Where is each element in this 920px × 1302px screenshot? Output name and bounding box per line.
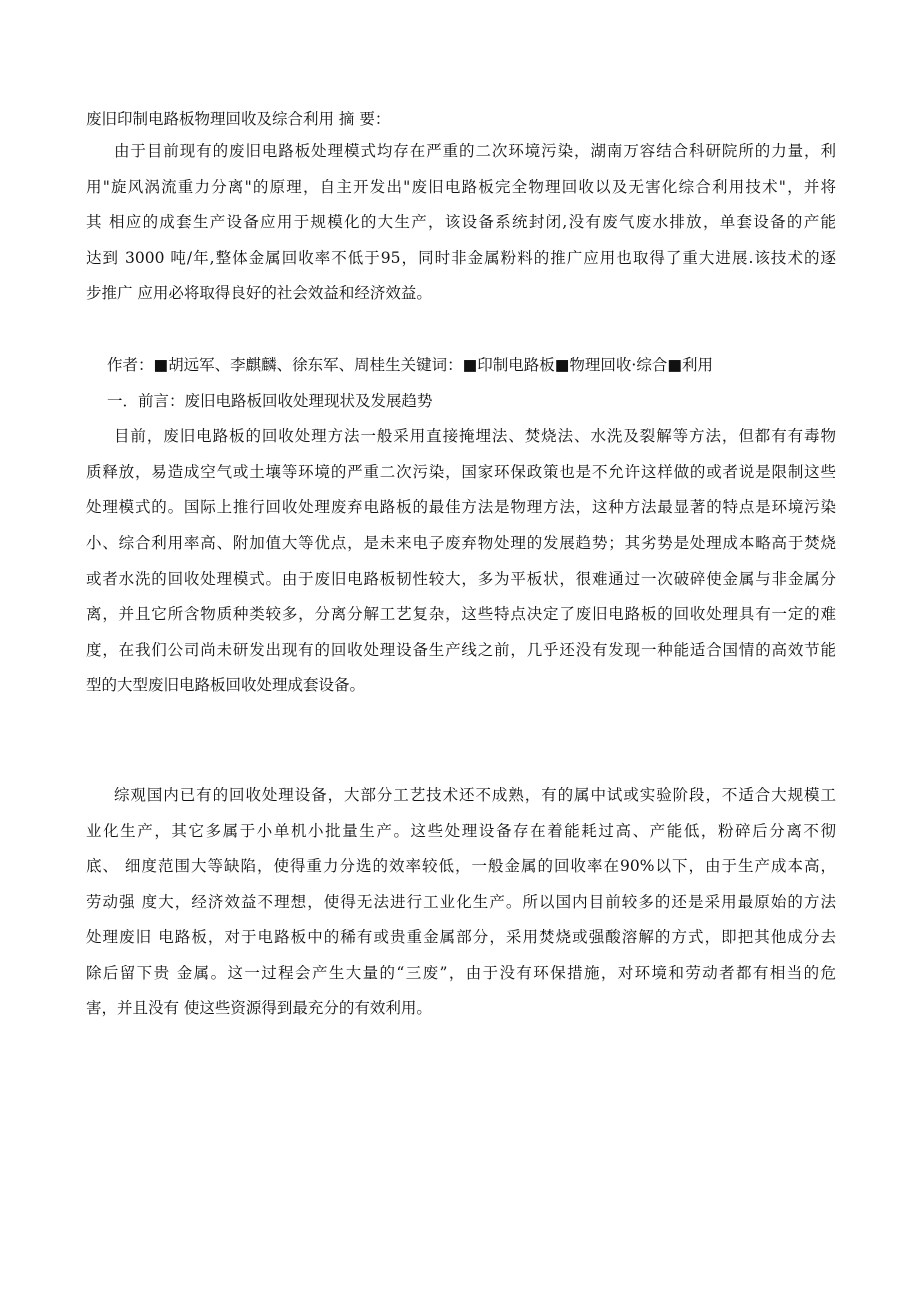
paragraph-line: 处理模式的。国际上推行回收处理废弃电路板的最佳方法是物理方法，这种方法最显著的特点是环境污染 <box>86 498 836 517</box>
section-heading: 一．前言：废旧电路板回收处理现状及发展趋势 <box>107 391 433 410</box>
spacer <box>86 704 836 778</box>
paragraph-current-status <box>86 419 836 704</box>
paragraph-line: 综观国内已有的回收处理设备，大部分工艺技术还不成熟，有的属中试或实验阶段，不适合大规模工 <box>114 785 836 804</box>
document-title: 废旧印制电路板物理回收及综合利用 摘 要： <box>86 110 391 128</box>
paragraph-line: 底、 细度范围大等缺陷，使得重力分选的效率较低，一般金属的回收率在90%以下，由于生产成本高， <box>86 857 836 876</box>
spacer <box>86 312 836 348</box>
paragraph-line: 质释放，易造成空气或土壤等环境的严重二次污染，国家环保政策也是不允许这样做的或者说是限制这些 <box>86 462 836 481</box>
abstract-line: 由于目前现有的废旧电路板处理模式均存在严重的二次环境污染，湖南万容结合科研院所的力量，利 <box>114 142 836 160</box>
paragraph-line: 目前，废旧电路板的回收处理方法一般采用直接掩埋法、焚烧法、水洗及裂解等方法，但都有有毒物 <box>114 427 836 446</box>
abstract-line: 其 相应的成套生产设备应用于规模化的大生产，该设备系统封闭,没有废气废水排放，单套设备的产能 <box>86 213 836 232</box>
paragraph-line: 度，在我们公司尚未研发出现有的回收处理设备生产线之前，几乎还没有发现一种能适合国情的高效节能 <box>86 640 836 659</box>
paragraph-line: 型的大型废旧电路板回收处理成套设备。 <box>86 676 366 695</box>
paragraph-line: 除后留下贵 金属。这一过程会产生大量的“三废”，由于没有环保措施，对环境和劳动者都有相当的危 <box>86 963 836 982</box>
paragraph-line: 离，并且它所含物质种类较多，分离分解工艺复杂，这些特点决定了废旧电路板的回收处理具有一定的难 <box>86 605 836 624</box>
paragraph-domestic-equipment <box>86 778 836 1027</box>
document-page <box>86 104 836 1027</box>
paragraph-line: 劳动强 度大，经济效益不理想，使得无法进行工业化生产。所以国内目前较多的还是采用最原始的方法 <box>86 892 836 911</box>
paragraph-line: 或者水洗的回收处理模式。由于废旧电路板韧性较大，多为平板状，很难通过一次破碎使金属与非金属分 <box>86 569 836 588</box>
paragraph-line: 处理废旧 电路板，对于电路板中的稀有或贵重金属部分，采用焚烧或强酸溶解的方式，即把其他成分去 <box>86 928 836 947</box>
abstract-line: 用"旋风涡流重力分离"的原理，自主开发出"废旧电路板完全物理回收以及无害化综合利用技术"，并将 <box>86 177 836 196</box>
paragraph-line: 业化生产，其它多属于小单机小批量生产。这些处理设备存在着能耗过高、产能低，粉碎后分离不彻 <box>86 821 836 840</box>
abstract-line: 达到 3000 吨/年,整体金属回收率不低于95，同时非金属粉料的推广应用也取得了重大进展.该技术的逐 <box>86 248 836 267</box>
authors-keywords-line: 作者：■胡远军、李麒麟、徐东军、周桂生关键词：■印制电路板■物理回收·综合■利用 <box>107 355 714 374</box>
paragraph-line: 害，并且没有 使这些资源得到最充分的有效利用。 <box>86 999 432 1018</box>
abstract-line: 步推广 应用必将取得良好的社会效益和经济效益。 <box>86 284 432 303</box>
paragraph-line: 小、综合利用率高、附加值大等优点，是未来电子废弃物处理的发展趋势；其劣势是处理成本略高于焚烧 <box>86 533 836 552</box>
abstract-paragraph <box>86 134 836 312</box>
